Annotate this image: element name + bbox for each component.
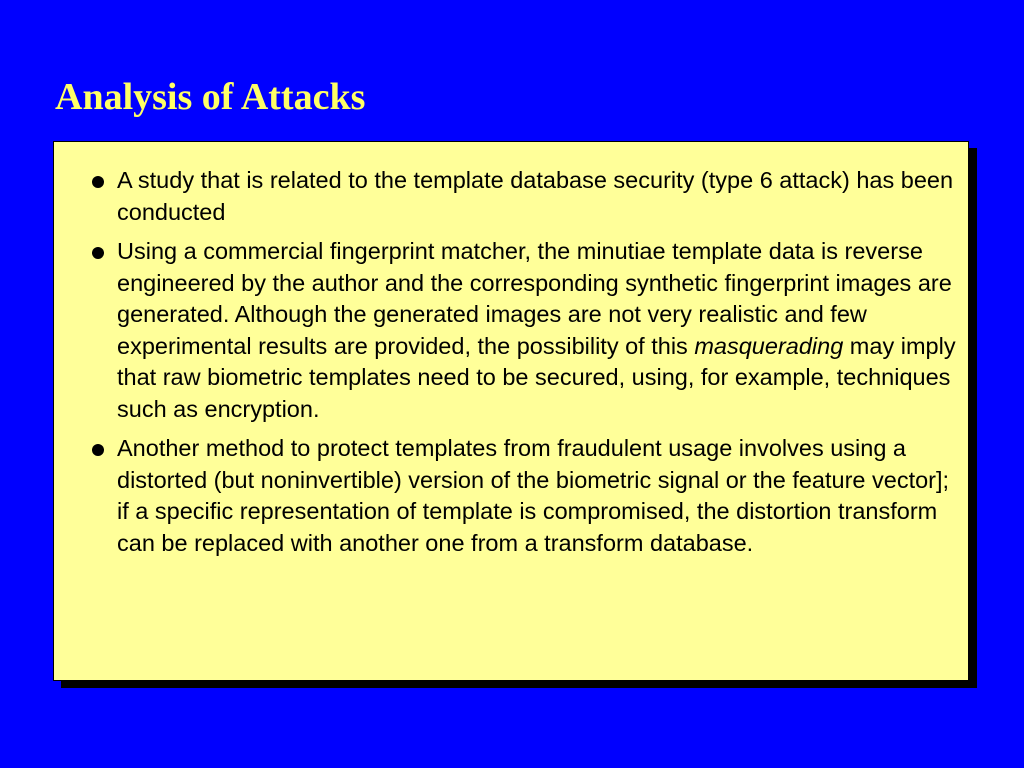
bullet-text: Another method to protect templates from fraudulent usage involves using a distorted (but noninvertible) version of the biometric signal or the feature vector]; if a specific representation of template is compromised, the distortion transform can be replaced with another one from a transform database. <box>117 435 950 556</box>
bullet-item-3 <box>90 433 960 559</box>
bullet-text-tail: may imply that raw biometric templates need to be secured, using, for example, techniques such as encryption. <box>117 332 956 422</box>
bullet-item-2 <box>90 236 960 425</box>
bullet-text: A study that is related to the template database security (type 6 attack) has been conducted <box>117 167 954 225</box>
bullet-dot-icon <box>92 247 104 259</box>
bullet-dot-icon <box>92 176 104 188</box>
bullet-dot-icon <box>92 444 104 456</box>
content-panel <box>53 141 969 681</box>
bullet-text-emphasis: masquerading <box>694 332 844 359</box>
bullet-item-1 <box>90 165 960 228</box>
slide-title: Analysis of Attacks <box>55 76 366 118</box>
bullet-text-lead: Using a commercial fingerprint matcher, the minutiae template data is reverse engineered by the author and the corresponding synthetic fingerprint images are generated. Although the generated images are not very realistic and few experimental results are provided, the possibility of this <box>117 238 952 359</box>
bullet-list <box>90 165 960 567</box>
